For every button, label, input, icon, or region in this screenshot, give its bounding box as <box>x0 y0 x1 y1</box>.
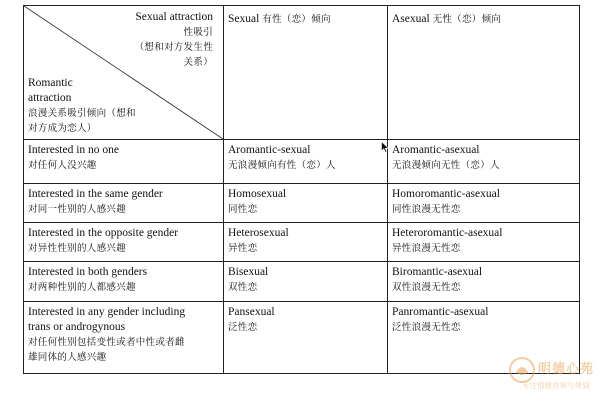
column-header-asexual-zh: 无性（恋）倾向 <box>432 14 502 25</box>
table-row <box>24 140 580 184</box>
asexual-cell-zh: 泛性浪漫无性恋 <box>392 322 461 333</box>
asexual-cell-zh: 异性浪漫无性恋 <box>392 243 461 254</box>
table-row <box>24 262 580 302</box>
column-header-sexual-en: Sexual <box>228 13 260 25</box>
row-axis-label-en-1: Romantic <box>28 77 73 89</box>
sexual-cell <box>224 262 388 302</box>
watermark-subtitle: 专注情感咨询与规划 <box>522 381 590 390</box>
attraction-orientation-table <box>23 5 580 374</box>
sexual-cell-zh: 异性恋 <box>228 243 258 254</box>
column-header-sexual-zh: 有性（恋）倾向 <box>262 14 331 25</box>
row-label-en: Interested in no one <box>28 144 120 156</box>
row-label-cell <box>24 140 224 184</box>
row-label-cell <box>24 223 224 262</box>
sexual-cell-zh: 同性恋 <box>228 204 258 215</box>
row-axis-label-en-2: attraction <box>28 92 72 104</box>
watermark-title: 明德心苑 <box>538 362 595 377</box>
column-axis-label <box>135 10 213 70</box>
row-axis-label-zh-1: 浪漫关系吸引倾向（想和 <box>28 108 136 119</box>
row-label-zh: 对同一性别的人感兴趣 <box>28 204 127 215</box>
table-header-row <box>24 6 580 140</box>
row-label-cell <box>24 184 224 223</box>
row-label-cell <box>24 262 224 302</box>
row-label-en: Interested in any gender including <box>28 306 186 318</box>
row-label-en: Interested in both genders <box>28 266 148 278</box>
sexual-cell <box>224 184 388 223</box>
asexual-cell-en: Panromantic-asexual <box>392 306 489 318</box>
column-axis-label-zh-3: 关系） <box>183 57 213 68</box>
corner-cell <box>24 6 224 140</box>
row-label-zh: 对异性性别的人感兴趣 <box>28 243 127 254</box>
asexual-cell <box>388 223 580 262</box>
sexual-cell-zh: 双性恋 <box>228 282 258 293</box>
asexual-cell-en: Aromantic-asexual <box>392 144 480 156</box>
row-label-zh: 对任何人没兴趣 <box>28 160 97 171</box>
row-label-en: trans or androgynous <box>28 321 126 333</box>
row-label-zh: 对任何性别包括变性或者中性或者雌 <box>28 337 185 348</box>
sexual-cell <box>224 223 388 262</box>
sexual-cell <box>224 140 388 184</box>
asexual-cell-zh: 双性浪漫无性恋 <box>392 282 461 293</box>
row-label-cell <box>24 302 224 374</box>
row-axis-label-zh-2: 对方成为恋人） <box>28 123 97 134</box>
sexual-cell-en: Aromantic-sexual <box>228 144 311 156</box>
sexual-cell-en: Bisexual <box>228 266 269 278</box>
table-row <box>24 223 580 262</box>
asexual-cell-en: Biromantic-asexual <box>392 266 483 278</box>
row-label-zh: 雄同体的人感兴趣 <box>28 352 107 363</box>
watermark <box>508 352 598 396</box>
column-axis-label-zh-2: （想和对方发生性 <box>134 42 213 53</box>
asexual-cell-en: Homoromantic-asexual <box>392 188 500 200</box>
row-label-en: Interested in the same gender <box>28 188 163 200</box>
asexual-cell <box>388 262 580 302</box>
sexual-cell-zh: 泛性恋 <box>228 322 258 333</box>
asexual-cell <box>388 184 580 223</box>
column-axis-label-en: Sexual attraction <box>135 11 213 23</box>
column-header-asexual-en: Asexual <box>392 13 430 25</box>
table-row <box>24 302 580 374</box>
sexual-cell-en: Pansexual <box>228 306 275 318</box>
row-label-zh: 对两种性别的人都感兴趣 <box>28 282 136 293</box>
sexual-cell-en: Homosexual <box>228 188 287 200</box>
table-row <box>24 184 580 223</box>
column-header-sexual <box>224 6 388 140</box>
row-label-en: Interested in the opposite gender <box>28 227 179 239</box>
mouse-cursor-icon <box>381 141 389 153</box>
sexual-cell <box>224 302 388 374</box>
sexual-cell-zh: 无浪漫倾向有性（恋）人 <box>228 160 336 171</box>
column-header-asexual <box>388 6 580 140</box>
row-axis-label <box>28 76 136 136</box>
asexual-cell-en: Heteroromantic-asexual <box>392 227 503 239</box>
asexual-cell-zh: 同性浪漫无性恋 <box>392 204 461 215</box>
asexual-cell-zh: 无浪漫倾向无性（恋）人 <box>392 160 500 171</box>
column-axis-label-zh-1: 性吸引 <box>183 27 213 38</box>
asexual-cell <box>388 140 580 184</box>
sexual-cell-en: Heterosexual <box>228 227 289 239</box>
